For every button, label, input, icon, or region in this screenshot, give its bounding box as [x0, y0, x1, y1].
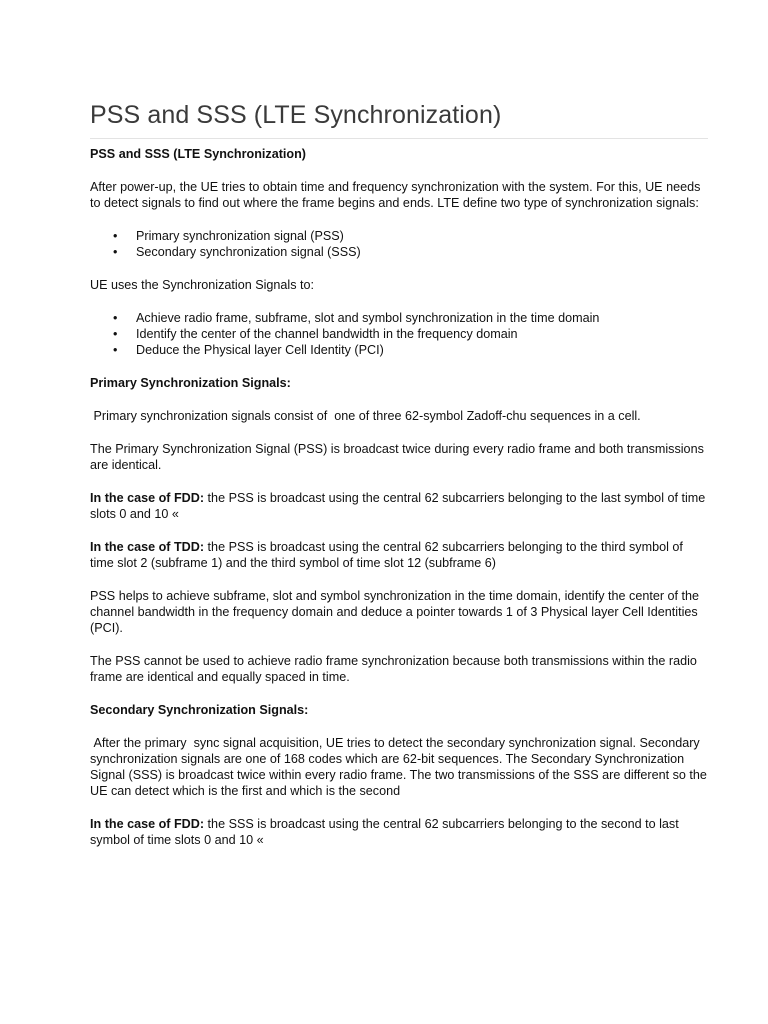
uses-list	[90, 310, 710, 358]
sss-fdd-label: In the case of FDD:	[90, 817, 205, 831]
document-title: PSS and SSS (LTE Synchronization)	[90, 101, 502, 129]
pss-paragraph-4: The PSS cannot be used to achieve radio frame synchronization because both transmissions within the radio frame are identical and equally spaced in time.	[90, 654, 697, 684]
pss-heading: Primary Synchronization Signals:	[90, 376, 291, 390]
title-divider	[90, 138, 708, 139]
document-body	[90, 146, 710, 865]
pss-fdd-label: In the case of FDD:	[90, 491, 205, 505]
pss-tdd-label: In the case of TDD:	[90, 540, 205, 554]
list-item: • Primary synchronization signal (PSS)	[90, 228, 710, 244]
list-item: • Deduce the Physical layer Cell Identity (PCI)	[90, 342, 710, 358]
pss-paragraph-2: The Primary Synchronization Signal (PSS) is broadcast twice during every radio frame and both transmissions are identical.	[90, 442, 704, 472]
sss-paragraph-1: After the primary sync signal acquisition, UE tries to detect the secondary synchronization signal. Secondary synchronization signals are one of 168 codes which are 62-bit sequences. The Secondary Synchronization Signal (SSS) is broadcast twice within every radio frame. The two transmissions of the SSS are different so the UE can detect which is the first and which is the second	[90, 736, 711, 798]
signal-types-list	[90, 228, 710, 260]
pss-fdd-paragraph	[90, 490, 710, 522]
pss-fdd-text: the PSS is broadcast using the central 62 subcarriers belonging to the last symbol of time slots 0 and 10 «	[90, 491, 706, 521]
pss-tdd-paragraph	[90, 539, 710, 571]
pss-tdd-text: the PSS is broadcast using the central 62 subcarriers belonging to the third symbol of time slot 2 (subframe 1) and the third symbol of time slot 12 (subframe 6)	[90, 540, 683, 570]
list-item: • Achieve radio frame, subframe, slot and symbol synchronization in the time domain	[90, 310, 710, 326]
sss-fdd-text: the SSS is broadcast using the central 62 subcarriers belonging to the second to last symbol of time slots 0 and 10 «	[90, 817, 679, 847]
section-heading: PSS and SSS (LTE Synchronization)	[90, 147, 306, 161]
uses-intro-paragraph: UE uses the Synchronization Signals to:	[90, 278, 315, 292]
list-item: • Secondary synchronization signal (SSS)	[90, 244, 710, 260]
intro-paragraph: After power-up, the UE tries to obtain time and frequency synchronization with the system. For this, UE needs to detect signals to find out where the frame begins and ends. LTE define two type of synchronization signals:	[90, 180, 701, 210]
sss-fdd-paragraph	[90, 816, 710, 848]
sss-heading: Secondary Synchronization Signals:	[90, 703, 309, 717]
pss-paragraph-3: PSS helps to achieve subframe, slot and symbol synchronization in the time domain, identify the center of the channel bandwidth in the frequency domain and deduce a pointer towards 1 of 3 Physical layer Cell Identities (PCI).	[90, 589, 700, 635]
pss-paragraph-1: Primary synchronization signals consist of one of three 62-symbol Zadoff-chu sequences in a cell.	[90, 409, 641, 423]
list-item: • Identify the center of the channel bandwidth in the frequency domain	[90, 326, 710, 342]
